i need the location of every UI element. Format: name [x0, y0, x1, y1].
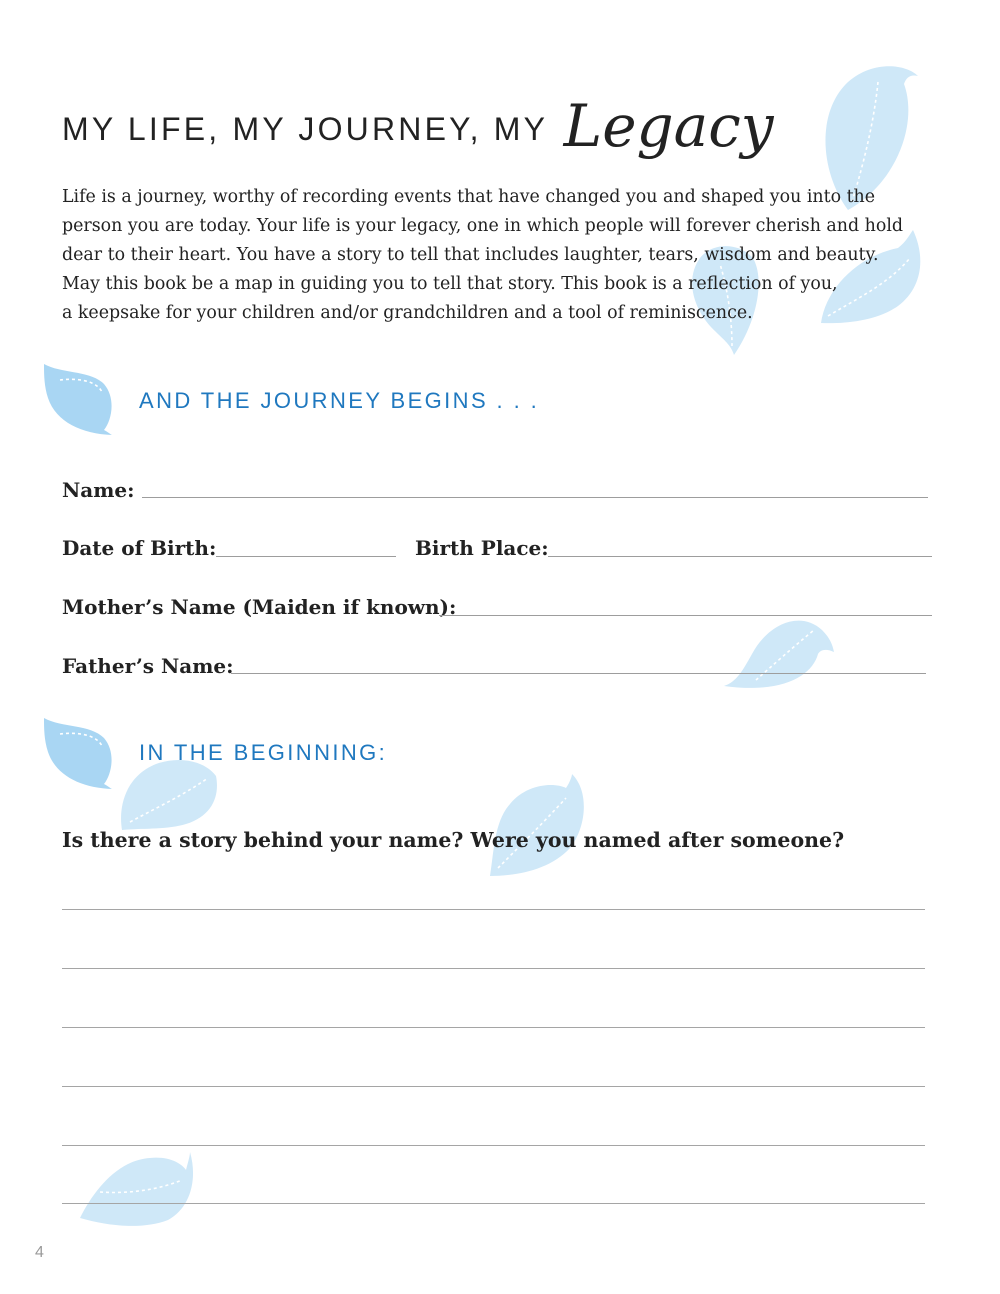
answer-line[interactable]: [62, 1203, 925, 1204]
leaf-section1-icon: [42, 362, 116, 436]
dob-field-line[interactable]: [216, 556, 396, 557]
answer-line[interactable]: [62, 1145, 925, 1146]
mother-name-field-line[interactable]: [439, 615, 932, 616]
leaf-father-icon: [722, 612, 836, 694]
intro-line: person you are today. Your life is your legacy, one in which people will forever cherish and hold: [62, 216, 904, 236]
intro-line: May this book be a map in guiding you to tell that story. This book is a reflection of you,: [62, 274, 838, 294]
mother-name-label: Mother’s Name (Maiden if known):: [62, 595, 457, 619]
intro-line: dear to their heart. You have a story to tell that includes laughter, tears, wisdom and beauty.: [62, 245, 879, 265]
answer-line[interactable]: [62, 1086, 925, 1087]
father-name-field-line[interactable]: [231, 673, 926, 674]
title-script-word: Legacy: [563, 92, 774, 160]
section-heading-in-the-beginning: IN THE BEGINNING:: [139, 740, 388, 765]
answer-line[interactable]: [62, 909, 925, 910]
father-name-label: Father’s Name:: [62, 654, 234, 678]
leaf-beginning-icon: [116, 756, 220, 832]
leaf-section2-icon: [42, 716, 116, 790]
intro-line: Life is a journey, worthy of recording events that have changed you and shaped you into the: [62, 187, 876, 207]
leaf-question-icon: [486, 772, 588, 880]
leaf-bottom-icon: [78, 1150, 196, 1228]
answer-line[interactable]: [62, 1027, 925, 1028]
title-main: MY LIFE, MY JOURNEY, MY: [62, 111, 548, 147]
page-title: [62, 86, 774, 160]
dob-label: Date of Birth:: [62, 536, 217, 560]
intro-line: a keepsake for your children and/or grandchildren and a tool of reminiscence.: [62, 303, 753, 323]
intro-paragraph: [62, 183, 922, 328]
name-field-line[interactable]: [142, 497, 928, 498]
birth-place-field-line[interactable]: [548, 556, 932, 557]
birth-place-label: Birth Place:: [415, 536, 549, 560]
name-label: Name:: [62, 478, 135, 502]
answer-line[interactable]: [62, 968, 925, 969]
page-number: 4: [35, 1244, 44, 1261]
question-text: Is there a story behind your name? Were you named after someone?: [62, 828, 845, 852]
section-heading-journey-begins: AND THE JOURNEY BEGINS . . .: [139, 388, 540, 413]
